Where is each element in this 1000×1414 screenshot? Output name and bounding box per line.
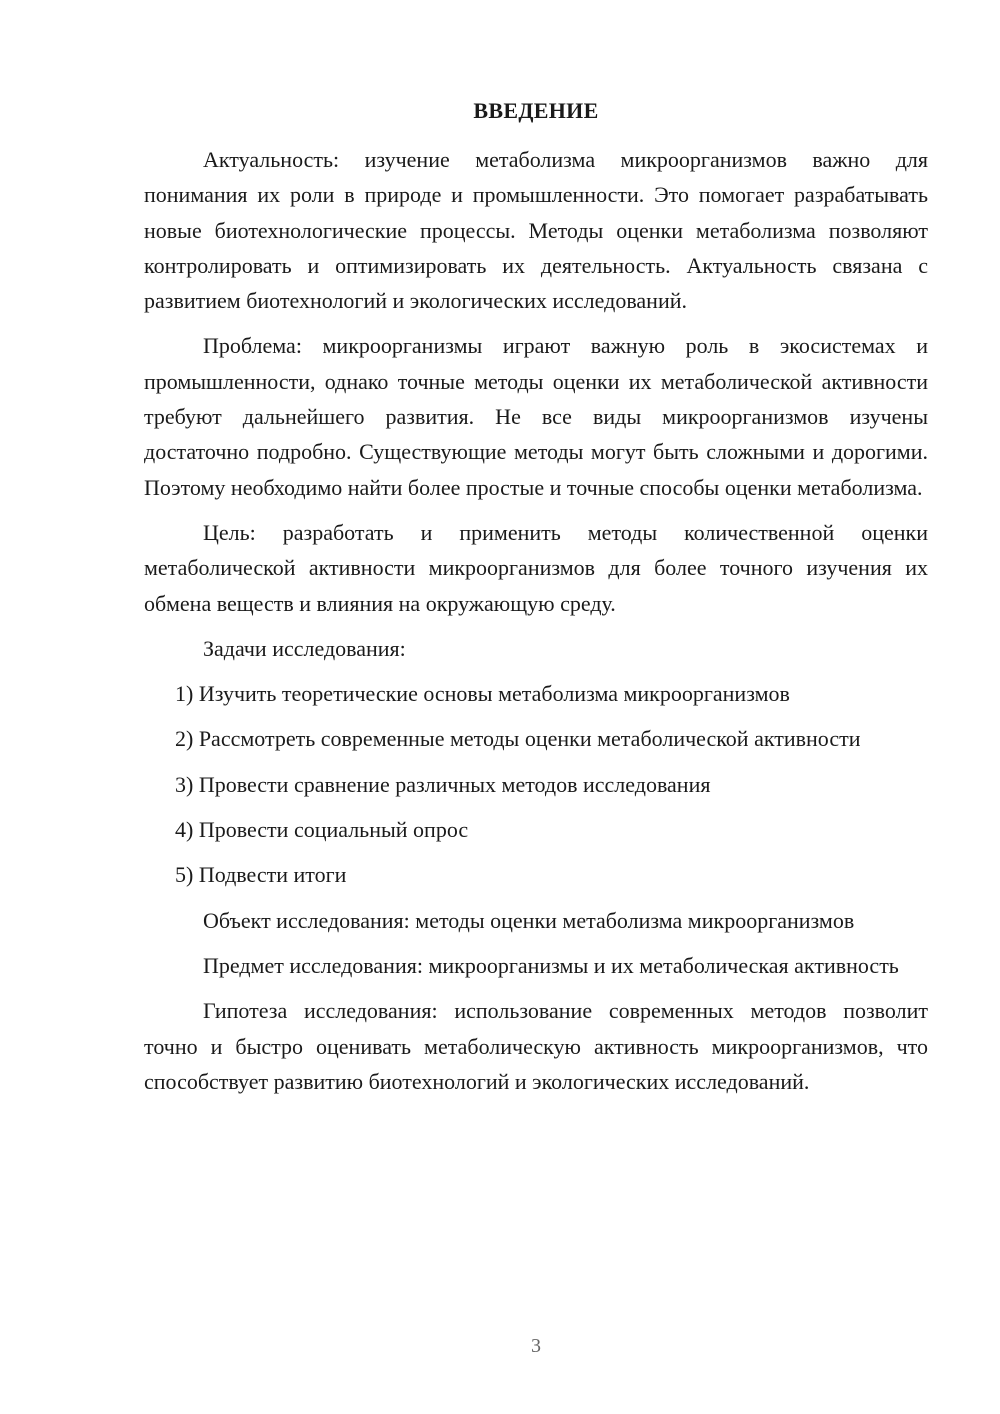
page-number: 3 [531,1335,541,1357]
list-item: 2) Рассмотреть современные методы оценки метаболической активности [175,726,861,752]
hypothesis-paragraph: Гипотеза исследования: использование современных методов позволит точно и быстро оценивать метаболическую активность микроорганизмов, что способствует развитию биотехнологий и экологических исследований. [144,998,928,1094]
tasks-heading: Задачи исследования: [203,635,406,661]
problem-paragraph: Проблема: микроорганизмы играют важную роль в экосистемах и промышленности, однако точные методы оценки их метаболической активности требуют дальнейшего развития. Не все виды микроорганизмов изучены достаточно подробно. Существующие методы могут быть сложными и дорогими. Поэтому необходимо найти более простые и точные способы оценки метаболизма. [144,333,928,500]
list-item: 3) Провести сравнение различных методов исследования [175,771,711,797]
relevance-paragraph: Актуальность: изучение метаболизма микроорганизмов важно для понимания их роли в природе и промышленности. Это помогает разрабатывать новые биотехнологические процессы. Методы оценки метаболизма позволяют контролировать и оптимизировать их деятельность. Актуальность связана с развитием биотехнологий и экологических исследований. [144,147,928,314]
goal-paragraph: Цель: разработать и применить методы количественной оценки метаболической активности микроорганизмов для более точного изучения их обмена веществ и влияния на окружающую среду. [144,519,928,616]
document-title: ВВЕДЕНИЕ [473,98,599,123]
document-page [144,93,928,1109]
tasks-list [144,676,928,892]
subject-paragraph: Предмет исследования: микроорганизмы и их метаболическая активность [203,952,899,978]
object-paragraph: Объект исследования: методы оценки метаболизма микроорганизмов [203,907,855,933]
list-item: 4) Провести социальный опрос [175,817,469,843]
list-item: 5) Подвести итоги [175,862,347,888]
list-item: 1) Изучить теоретические основы метаболизма микроорганизмов [175,681,790,707]
